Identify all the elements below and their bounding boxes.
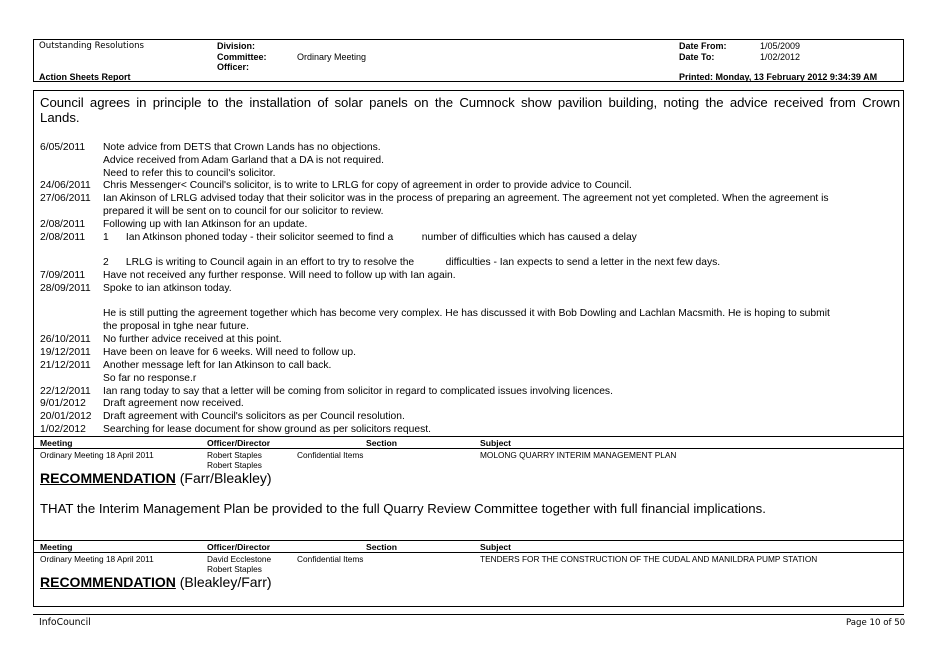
record-officer: Robert Staples xyxy=(207,450,262,460)
report-name: Outstanding Resolutions xyxy=(39,41,144,51)
col-header-meeting: Meeting xyxy=(40,542,73,552)
officer-label: Officer: xyxy=(217,62,250,72)
record-section: Confidential Items xyxy=(297,554,364,564)
record-director: Robert Staples xyxy=(207,564,262,574)
committee-label: Committee: xyxy=(217,52,267,62)
col-header-officer: Officer/Director xyxy=(207,438,271,448)
recommendation-heading: RECOMMENDATION (Farr/Bleakley) xyxy=(40,470,272,486)
record-director: Robert Staples xyxy=(207,460,262,470)
divider xyxy=(34,540,903,541)
recommendation-text: THAT the Interim Management Plan be provided to the full Quarry Review Committee together with full financial implications. xyxy=(40,501,766,516)
footer-brand: InfoCouncil xyxy=(39,617,91,628)
col-header-subject: Subject xyxy=(480,438,512,448)
date-from-label: Date From: xyxy=(679,41,727,51)
divider xyxy=(34,552,903,553)
date-to-value: 1/02/2012 xyxy=(760,52,801,62)
resolution-title-line2: Lands. xyxy=(40,110,80,125)
col-header-meeting: Meeting xyxy=(40,438,73,448)
resolution-title-line1: Council agrees in principle to the installation of solar panels on the Cumnock show pavilion building, noting the advice received from Crown xyxy=(40,95,900,110)
record-officer: David Ecclestone xyxy=(207,554,272,564)
record-subject: TENDERS FOR THE CONSTRUCTION OF THE CUDAL AND MANILDRA PUMP STATION xyxy=(480,554,818,564)
col-header-section: Section xyxy=(366,542,398,552)
record-meeting: Ordinary Meeting 18 April 2011 xyxy=(40,450,154,460)
date-to-label: Date To: xyxy=(679,52,715,62)
page-number: Page 10 of 50 xyxy=(846,618,906,628)
division-label: Division: xyxy=(217,41,256,51)
report-type: Action Sheets Report xyxy=(39,72,131,82)
divider xyxy=(34,436,903,437)
recommendation-heading: RECOMMENDATION (Bleakley/Farr) xyxy=(40,574,272,590)
footer-divider xyxy=(33,614,904,615)
committee-value: Ordinary Meeting xyxy=(297,52,367,62)
col-header-subject: Subject xyxy=(480,542,512,552)
col-header-section: Section xyxy=(366,438,398,448)
record-section: Confidential Items xyxy=(297,450,364,460)
printed-value: Monday, 13 February 2012 9:34:39 AM xyxy=(715,72,878,82)
col-header-officer: Officer/Director xyxy=(207,542,271,552)
date-from-value: 1/05/2009 xyxy=(760,41,801,51)
printed-stamp xyxy=(679,72,877,82)
divider xyxy=(34,448,903,449)
record-meeting: Ordinary Meeting 18 April 2011 xyxy=(40,554,154,564)
printed-label: Printed: xyxy=(679,72,714,82)
record-subject: MOLONG QUARRY INTERIM MANAGEMENT PLAN xyxy=(480,450,677,460)
